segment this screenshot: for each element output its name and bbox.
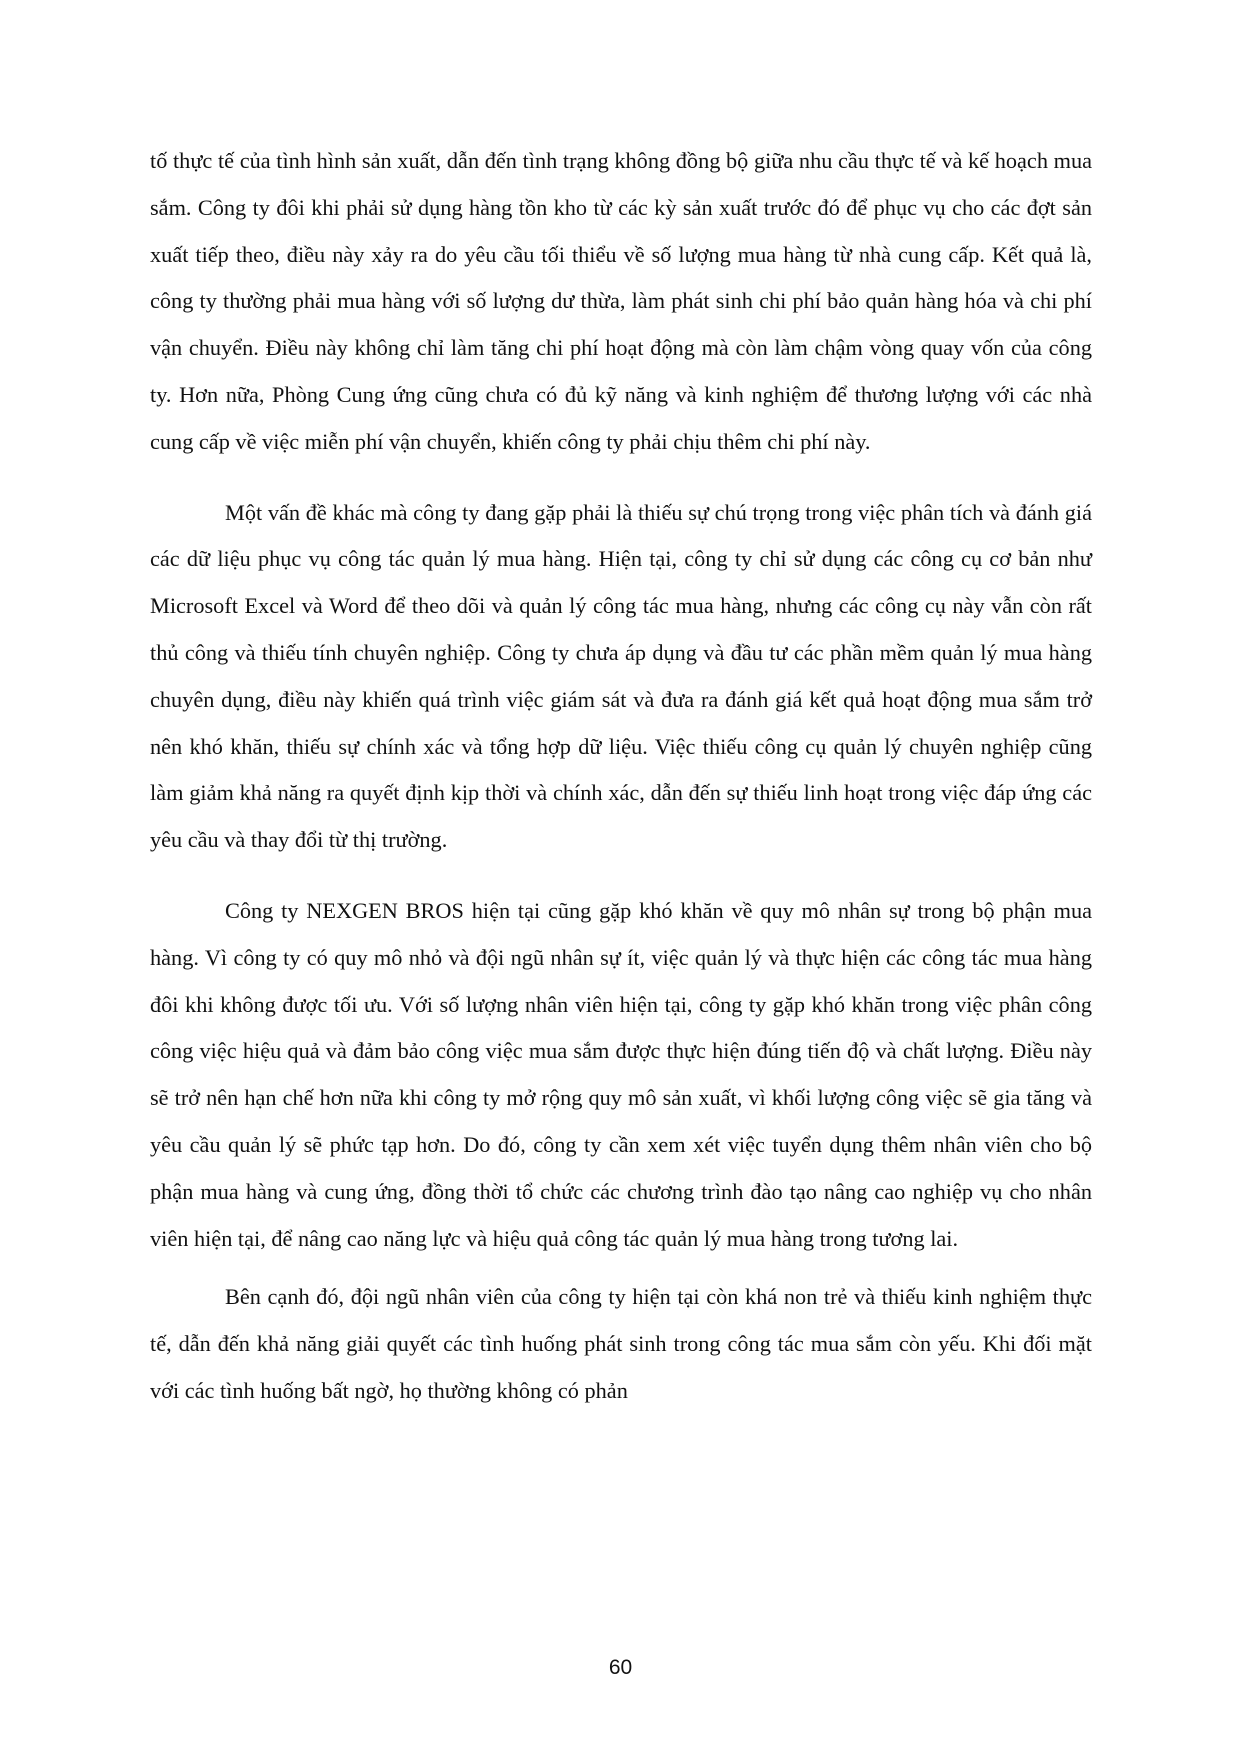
paragraph-staffing: Công ty NEXGEN BROS hiện tại cũng gặp khó khăn về quy mô nhân sự trong bộ phận mua hàng. Vì công ty có quy mô nhỏ và đội ngũ nhân sự ít, việc quản lý và thực hiện các công tác mua hàng đôi khi không được tối ưu. Với số lượng nhân viên hiện tại, công ty gặp khó khăn trong việc phân công công việc hiệu quả và đảm bảo công việc mua sắm được thực hiện đúng tiến độ và chất lượng. Điều này sẽ trở nên hạn chế hơn nữa khi công ty mở rộng quy mô sản xuất, vì khối lượng công việc sẽ gia tăng và yêu cầu quản lý sẽ phức tạp hơn. Do đó, công ty cần xem xét việc tuyển dụng thêm nhân viên cho bộ phận mua hàng và cung ứng, đồng thời tổ chức các chương trình đào tạo nâng cao nghiệp vụ cho nhân viên hiện tại, để nâng cao năng lực và hiệu quả công tác quản lý mua hàng trong tương lai. [150, 897, 1092, 1251]
paragraph-data-analysis: Một vấn đề khác mà công ty đang gặp phải là thiếu sự chú trọng trong việc phân tích và đánh giá các dữ liệu phục vụ công tác quản lý mua hàng. Hiện tại, công ty chỉ sử dụng các công cụ cơ bản như Microsoft Excel và Word để theo dõi và quản lý công tác mua hàng, nhưng các công cụ này vẫn còn rất thủ công và thiếu tính chuyên nghiệp. Công ty chưa áp dụng và đầu tư các phần mềm quản lý mua hàng chuyên dụng, điều này khiến quá trình việc giám sát và đưa ra đánh giá kết quả hoạt động mua sắm trở nên khó khăn, thiếu sự chính xác và tổng hợp dữ liệu. Việc thiếu công cụ quản lý chuyên nghiệp cũng làm giảm khả năng ra quyết định kịp thời và chính xác, dẫn đến sự thiếu linh hoạt trong việc đáp ứng các yêu cầu và thay đổi từ thị trường. [150, 499, 1092, 853]
paragraph-experience: Bên cạnh đó, đội ngũ nhân viên của công ty hiện tại còn khá non trẻ và thiếu kinh nghiệm thực tế, dẫn đến khả năng giải quyết các tình huống phát sinh trong công tác mua sắm còn yếu. Khi đối mặt với các tình huống bất ngờ, họ thường không có phản [150, 1284, 1092, 1403]
paragraph-continuation: tố thực tế của tình hình sản xuất, dẫn đến tình trạng không đồng bộ giữa nhu cầu thực tế và kế hoạch mua sắm. Công ty đôi khi phải sử dụng hàng tồn kho từ các kỳ sản xuất trước đó để phục vụ cho các đợt sản xuất tiếp theo, điều này xảy ra do yêu cầu tối thiểu về số lượng mua hàng từ nhà cung cấp. Kết quả là, công ty thường phải mua hàng với số lượng dư thừa, làm phát sinh chi phí bảo quản hàng hóa và chi phí vận chuyển. Điều này không chỉ làm tăng chi phí hoạt động mà còn làm chậm vòng quay vốn của công ty. Hơn nữa, Phòng Cung ứng cũng chưa có đủ kỹ năng và kinh nghiệm để thương lượng với các nhà cung cấp về việc miễn phí vận chuyển, khiến công ty phải chịu thêm chi phí này. [150, 148, 1092, 454]
page-number: 60 [608, 1656, 633, 1679]
body-text [150, 138, 1092, 1415]
